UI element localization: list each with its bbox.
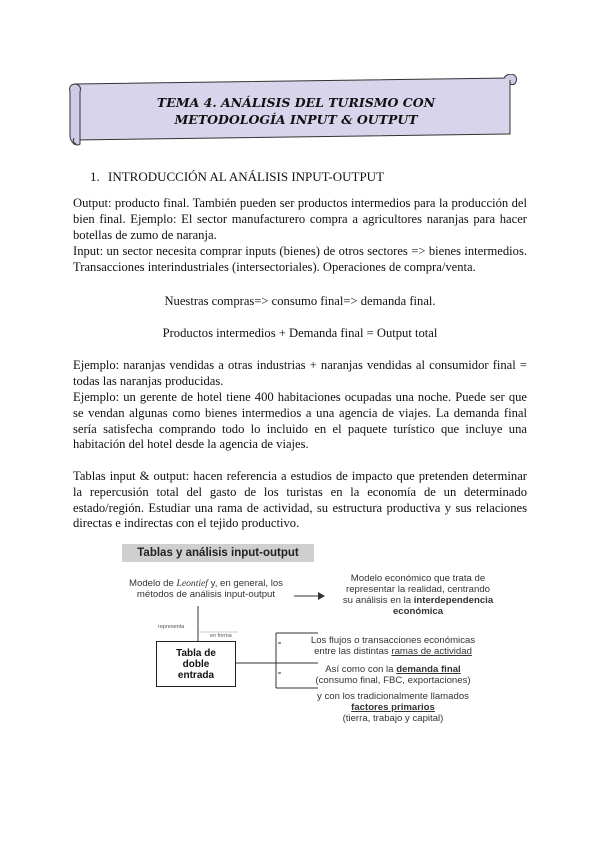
- leontief-line-2: métodos de análisis input-output: [136, 589, 276, 600]
- label-representa: representa: [158, 624, 185, 630]
- factores-primarios: factores primarios: [351, 702, 435, 713]
- document-title: [96, 94, 496, 128]
- flujos-line-1: Los flujos o transacciones económicas: [310, 635, 476, 646]
- box-line-2: doble: [182, 658, 210, 670]
- leontief-pre: Modelo de: [129, 578, 174, 589]
- leontief-text: [118, 578, 294, 600]
- label-en-forma: en forma: [210, 633, 232, 639]
- title-line-1: TEMA 4. ANÁLISIS DEL TURISMO CON: [156, 95, 436, 110]
- input-output-diagram: [118, 540, 518, 740]
- modelo-line-3-bold: interdependencia: [413, 595, 494, 606]
- equation-compras: Nuestras compras=> consumo final=> demanda final.: [164, 294, 436, 308]
- factores-line-3: (tierra, trabajo y capital): [342, 713, 444, 724]
- title-banner: [66, 74, 518, 146]
- demanda-final-text: [280, 664, 506, 686]
- modelo-line-1: Modelo económico que trata de: [350, 573, 486, 584]
- ramas-actividad: ramas de actividad: [391, 646, 472, 657]
- demanda-line-2: (consumo final, FBC, exportaciones): [315, 675, 471, 686]
- demanda-line-1-pre: Así como con la: [325, 664, 394, 675]
- section-number: 1.: [90, 169, 100, 184]
- leontief-name: Leontief: [176, 578, 208, 589]
- tabla-doble-entrada-box: [156, 641, 236, 687]
- modelo-economico-text: [318, 573, 518, 617]
- demanda-final: demanda final: [396, 664, 461, 675]
- box-line-3: entrada: [177, 669, 215, 681]
- diagram-title: Tablas y análisis input-output: [122, 544, 314, 562]
- box-line-1: Tabla de: [176, 647, 216, 659]
- section-title: INTRODUCCIÓN AL ANÁLISIS INPUT-OUTPUT: [108, 169, 385, 184]
- paragraph-tablas-io: Tablas input & output: hacen referencia a estudios de impacto que pretenden determinar la repercusión total del gasto de los turistas en la economía de un determinado estado/región. Estudiar una rama de actividad, su estructura productiva y sus relaciones directas e indirectas con el tejido productivo.: [73, 469, 527, 531]
- modelo-line-2: representar la realidad, centrando: [346, 584, 490, 595]
- equation-output-total: Productos intermedios + Demanda final = Output total: [162, 326, 438, 340]
- modelo-line-4: económica: [392, 606, 444, 617]
- paragraph-ejemplo-hotel: Ejemplo: un gerente de hotel tiene 400 habitaciones ocupadas una noche. Puede ser que se vendan algunas como bienes intermedios a una agencia de viajes. La demanda final sería satisfecha comprando todo lo incluido en el paquete turístico que incluye una habitación del hotel desde la agencia de viajes.: [73, 390, 527, 452]
- leontief-post: y, en general, los: [210, 578, 283, 589]
- factores-line-1: y con los tradicionalmente llamados: [317, 691, 469, 702]
- flujos-text: [280, 635, 506, 657]
- flujos-line-2-pre: entre las distintas: [314, 646, 389, 657]
- section-heading: [90, 169, 384, 185]
- title-line-2: METODOLOGÍA INPUT & OUTPUT: [174, 112, 418, 127]
- paragraph-input: Input: un sector necesita comprar inputs (bienes) de otros sectores => bienes intermedios. Transacciones interindustriales (intersectoriales). Operaciones de compra/venta.: [73, 244, 527, 274]
- factores-primarios-text: [280, 691, 506, 724]
- paragraph-ejemplo-naranjas: Ejemplo: naranjas vendidas a otras industrias + naranjas vendidas al consumidor final = todas las naranjas producidas.: [73, 358, 527, 388]
- paragraph-output: Output: producto final. También pueden ser productos intermedios para la producción del bien final. Ejemplo: El sector manufacturero compra a agricultores naranjas para hacer botellas de zumo de naranja.: [73, 196, 527, 242]
- modelo-line-3-pre: su análisis en la: [342, 595, 412, 606]
